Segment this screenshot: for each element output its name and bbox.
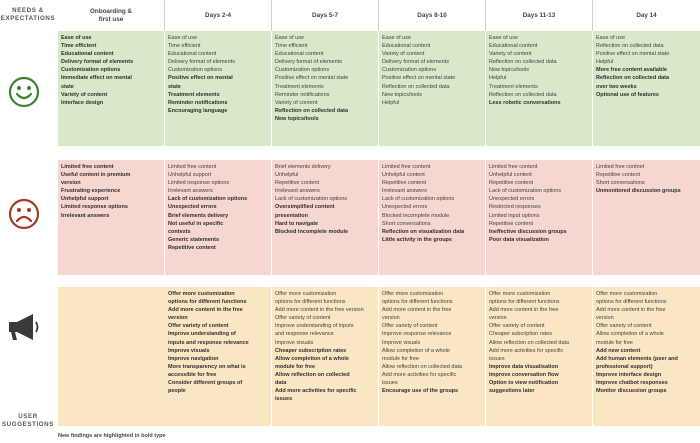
need-item: Ease of use: [168, 35, 198, 41]
needs-label-line1: NEEDS &: [12, 7, 44, 14]
column-header: Onboarding & first use: [58, 0, 165, 31]
pain-item: Lack of customization options: [489, 188, 562, 195]
pain-item: Brief elements delivery: [275, 164, 331, 170]
column-header: Days 8-10: [379, 0, 486, 31]
pain-item: Repetitive content: [596, 172, 641, 179]
need-cell: [593, 31, 700, 146]
pains-band: [58, 160, 700, 275]
suggestion-item: module for free: [275, 363, 316, 370]
pain-item: Limited response options: [61, 204, 128, 211]
megaphone-icon: [6, 312, 44, 342]
suggestion-item: Offer variety of content: [275, 315, 331, 322]
needs-label-line2: EXPECTATIONS: [0, 15, 56, 22]
side-column: [0, 0, 56, 443]
pain-item: presentation: [275, 212, 309, 219]
suggestion-item: Allow reflection on collected: [275, 371, 350, 378]
suggestion-cell: [593, 287, 700, 426]
need-item: Educational content: [168, 51, 217, 58]
column-header: Day 14: [636, 11, 657, 19]
smiley-face-icon: [8, 76, 40, 108]
need-cell: [58, 31, 165, 146]
pain-item: Lack of customization options: [275, 196, 348, 203]
pain-item: Irrelevant answers: [275, 188, 320, 195]
suggestion-item: More transparency on what is: [168, 363, 246, 370]
need-item: Ease of use: [489, 35, 519, 41]
suggestion-item: Option to view notification: [489, 380, 559, 387]
pain-item: Oversimplified content: [275, 204, 335, 211]
suggestion-item: options for different functions: [596, 299, 667, 306]
suggestion-item: Improve conversation flow: [489, 371, 559, 378]
suggestion-item: Improve visuals: [168, 347, 210, 354]
suggestion-item: module for free: [596, 339, 633, 346]
pain-item: Unexpected errors: [168, 204, 217, 211]
pain-cell: [165, 160, 272, 275]
need-item: Customization options: [61, 67, 121, 74]
need-item: Positive effect on mental state: [275, 75, 349, 82]
suggestion-item: Add more activities for specific: [489, 347, 564, 354]
needs-band: [58, 31, 700, 146]
pain-item: version: [61, 180, 81, 187]
suggestion-item: Allow completion of a whole: [275, 355, 349, 362]
need-item: Variety of content: [61, 91, 108, 98]
need-item: Delivery format of elements: [275, 59, 342, 66]
pain-item: Ineffective discussion groups: [489, 228, 567, 235]
suggestion-item: Monitor discussion groups: [596, 388, 667, 395]
need-item: Ease of use: [596, 35, 626, 41]
suggestion-item: Improve interface design: [596, 371, 662, 378]
need-item: Ease of use: [275, 35, 305, 41]
suggestion-item: data: [275, 380, 287, 387]
pain-item: Repetitive content: [382, 180, 427, 187]
suggestion-item: Offer more customization: [596, 291, 658, 297]
suggestion-item: Add more content in the free: [596, 307, 666, 314]
pain-item: Short conversations: [382, 220, 431, 227]
need-item: state: [61, 83, 74, 90]
need-item: Reflection on collected data: [275, 107, 349, 114]
need-item: New topics/tools: [489, 67, 530, 74]
pain-item: Unexpected errors: [382, 204, 428, 211]
need-item: Positive effect on mental state: [596, 51, 670, 58]
need-item: Positive effect on mental state: [382, 75, 456, 82]
suggestion-item: options for different functions: [382, 299, 453, 306]
user-label: [0, 413, 56, 429]
pain-item: Little activity in the groups: [382, 236, 452, 243]
user-label-line1: USER: [18, 413, 38, 420]
need-item: Time efficient: [61, 43, 97, 50]
pain-item: Limited free content: [168, 164, 217, 170]
suggestion-item: Add more content in the free: [489, 307, 559, 314]
suggestion-item: Add more activities for specific: [382, 371, 457, 378]
suggestion-item: Add more content in the free version: [275, 307, 364, 314]
column-header: Days 2-4: [165, 0, 272, 31]
pain-item: Restricted responses: [489, 204, 541, 211]
suggestion-item: version: [596, 315, 614, 322]
suggestion-item: issues: [382, 380, 398, 387]
suggestion-item: version: [489, 315, 507, 322]
needs-label: [0, 7, 56, 23]
need-item: Reflection on collected data: [596, 75, 670, 82]
suggestion-item: Offer variety of content: [382, 323, 438, 330]
pain-item: Lack of customization options: [382, 196, 455, 203]
need-cell: [165, 31, 272, 146]
sad-face-icon: [8, 198, 40, 230]
suggestion-item: professional support): [596, 363, 653, 370]
need-item: Immediate effect on mental: [61, 75, 132, 82]
suggestion-item: Offer variety of content: [596, 323, 652, 330]
pain-item: Lack of customization options: [168, 196, 248, 203]
need-item: More free content available: [596, 67, 667, 74]
suggestion-item: Offer variety of content: [489, 323, 545, 330]
column-header: Days 5-7: [272, 0, 379, 31]
suggestion-item: people: [168, 388, 186, 395]
pain-item: Generic statements: [168, 236, 220, 243]
need-item: Delivery format of elements: [61, 59, 134, 66]
suggestion-item: Add more activities for specific: [275, 388, 357, 395]
pain-item: Blocked incomplete module: [382, 212, 450, 219]
footnote: New findings are highlighted in bold type: [58, 433, 166, 439]
need-item: Variety of content: [275, 99, 318, 106]
suggestion-item: Improve data visualisation: [489, 363, 559, 370]
suggestion-item: Offer more customization: [382, 291, 444, 297]
pain-item: Limited response options: [168, 180, 230, 187]
suggestion-item: accessible for free: [168, 371, 217, 378]
need-item: Interface design: [61, 99, 104, 106]
pain-item: Repetitive content: [168, 244, 216, 251]
pain-item: Hard to navigate: [275, 220, 319, 227]
suggestion-item: Offer more customization: [275, 291, 337, 297]
need-item: over two weeks: [596, 83, 637, 90]
need-item: Helpful: [489, 75, 507, 82]
suggestion-cell: [486, 287, 593, 426]
suggestion-item: options for different functions: [168, 299, 247, 306]
need-item: Time efficient: [275, 43, 308, 50]
need-item: Reflection on collected data: [382, 83, 450, 90]
need-item: New topics/tools: [382, 91, 423, 98]
suggestion-item: issues: [489, 355, 505, 362]
need-item: Helpful: [596, 59, 614, 66]
pain-item: Unhelpful: [275, 172, 299, 179]
suggestion-item: Add human elements (peer and: [596, 355, 678, 362]
suggestion-item: Add more content in the free: [382, 307, 452, 314]
need-item: Reminder notifications: [275, 91, 330, 98]
suggestion-cell: [379, 287, 486, 426]
suggestion-item: Improve chatbot responses: [596, 380, 668, 387]
need-cell: [272, 31, 379, 146]
pain-item: Unexpected errors: [489, 196, 535, 203]
pain-cell: [593, 160, 700, 275]
pain-item: Irrelevant answers: [61, 212, 110, 219]
need-item: Less robotic conversations: [489, 99, 561, 106]
pain-item: Limited free contnet: [596, 164, 645, 170]
suggestion-item: Offer more customization: [168, 291, 235, 297]
need-item: Time efficient: [168, 43, 201, 50]
pain-item: Limited input options: [489, 212, 540, 219]
suggestion-item: Cheaper subcription rates: [489, 331, 552, 338]
pain-item: Limited free content: [382, 164, 431, 170]
need-item: New topics/tools: [275, 115, 319, 122]
suggestion-item: Encourage use of the groups: [382, 388, 459, 395]
suggestion-item: Cheaper subscription rates: [275, 347, 347, 354]
need-item: state: [168, 83, 181, 90]
pain-item: Blocked incomplete module: [275, 228, 349, 235]
suggestion-item: Improve understanding of: [168, 331, 236, 338]
pain-item: Unmonitored discussion groups: [596, 188, 681, 195]
suggestion-item: Allow reflection on collected data: [382, 363, 463, 370]
need-item: Helpful: [382, 99, 400, 106]
suggestion-item: options for different functions: [275, 299, 346, 306]
suggestions-band: [58, 287, 700, 426]
need-item: Treatment elements: [275, 83, 324, 90]
pain-item: Not useful in specific: [168, 220, 224, 227]
need-cell: [379, 31, 486, 146]
suggestion-item: Allow completion of a whole: [596, 331, 664, 338]
pain-item: Unhelpful support: [61, 196, 109, 203]
need-item: Educational content: [275, 51, 324, 58]
need-item: Ease of use: [61, 35, 92, 41]
need-item: Customization options: [382, 67, 437, 74]
pain-item: Repetitive content: [275, 180, 320, 187]
pain-item: Frustrating experience: [61, 188, 121, 195]
pain-item: Irrelevant answers: [168, 188, 213, 195]
pain-item: Brief elements delivery: [168, 212, 229, 219]
suggestion-item: Improve visuals: [275, 339, 314, 346]
need-item: Ease of use: [382, 35, 412, 41]
suggestion-item: Allow completion of a whole: [382, 347, 450, 354]
need-item: Customization options: [275, 67, 330, 74]
suggestion-item: Improve visuals: [382, 339, 421, 346]
need-item: Encouraging language: [168, 107, 228, 114]
suggestion-cell: [165, 287, 272, 426]
pain-cell: [379, 160, 486, 275]
need-item: Optional use of features: [596, 91, 659, 98]
pain-item: Reflection on visualization data: [382, 228, 465, 235]
pain-item: Poor data visualization: [489, 236, 549, 243]
suggestion-item: version: [382, 315, 400, 322]
need-item: Reminder notifications: [168, 99, 228, 106]
need-item: Reflection on collected data: [596, 43, 664, 50]
suggestion-item: Improve response relevance: [382, 331, 452, 338]
pain-item: Short conversations: [596, 180, 645, 187]
pain-cell: [272, 160, 379, 275]
pain-item: Limited free content: [61, 164, 114, 170]
suggestion-item: issues: [275, 396, 293, 403]
need-item: Treatment elements: [168, 91, 220, 98]
suggestion-item: inputs and response relevance: [168, 339, 249, 346]
pain-item: Unhelpful support: [168, 172, 212, 179]
user-label-line2: SUGGESTIONS: [2, 421, 54, 428]
need-item: Delivery format of elements: [168, 59, 235, 66]
suggestion-item: Add more content in the free: [168, 307, 243, 314]
pain-item: Repetitive content: [489, 220, 534, 227]
pain-cell: [486, 160, 593, 275]
need-item: Reflection on collected data: [489, 59, 557, 66]
pain-item: Useful content in premium: [61, 172, 131, 179]
pain-cell: [58, 160, 165, 275]
need-item: Reflection on collected data: [489, 91, 557, 98]
need-item: Educational content: [61, 51, 114, 58]
suggestion-item: Allow reflection on collected data: [489, 339, 570, 346]
suggestion-item: Add new content: [596, 347, 641, 354]
need-item: Variety of content: [382, 51, 425, 58]
need-cell: [486, 31, 593, 146]
pain-item: Unhelpful content: [489, 172, 532, 179]
need-item: Educational content: [382, 43, 431, 50]
suggestion-item: options for different functions: [489, 299, 560, 306]
pain-item: Unhelpful content: [382, 172, 425, 179]
suggestion-item: suggestions later: [489, 388, 535, 395]
suggestion-item: Offer variety of content: [168, 323, 229, 330]
need-item: Delivery format of elements: [382, 59, 449, 66]
suggestion-item: module for free: [382, 355, 419, 362]
pain-item: contexts: [168, 228, 191, 235]
pain-item: Irrelevant answers: [382, 188, 427, 195]
suggestion-item: version: [168, 315, 188, 322]
suggestion-cell: [272, 287, 379, 426]
pain-item: Limited free content: [489, 164, 538, 170]
need-item: Positive effect on mental: [168, 75, 233, 82]
column-header: Days 11-13: [486, 0, 593, 31]
need-item: Educational content: [489, 43, 538, 50]
need-item: Customization options: [168, 67, 223, 74]
need-item: Treatment elements: [489, 83, 538, 90]
suggestion-item: Improve understanding of inputs: [275, 323, 354, 330]
suggestion-item: Offer more customization: [489, 291, 551, 297]
suggestion-item: and response relevance: [275, 331, 334, 338]
pain-item: Repetitive content: [489, 180, 534, 187]
need-item: Variety of content: [489, 51, 532, 58]
suggestion-item: Consider different groups of: [168, 380, 243, 387]
suggestion-item: Improve navigation: [168, 355, 219, 362]
